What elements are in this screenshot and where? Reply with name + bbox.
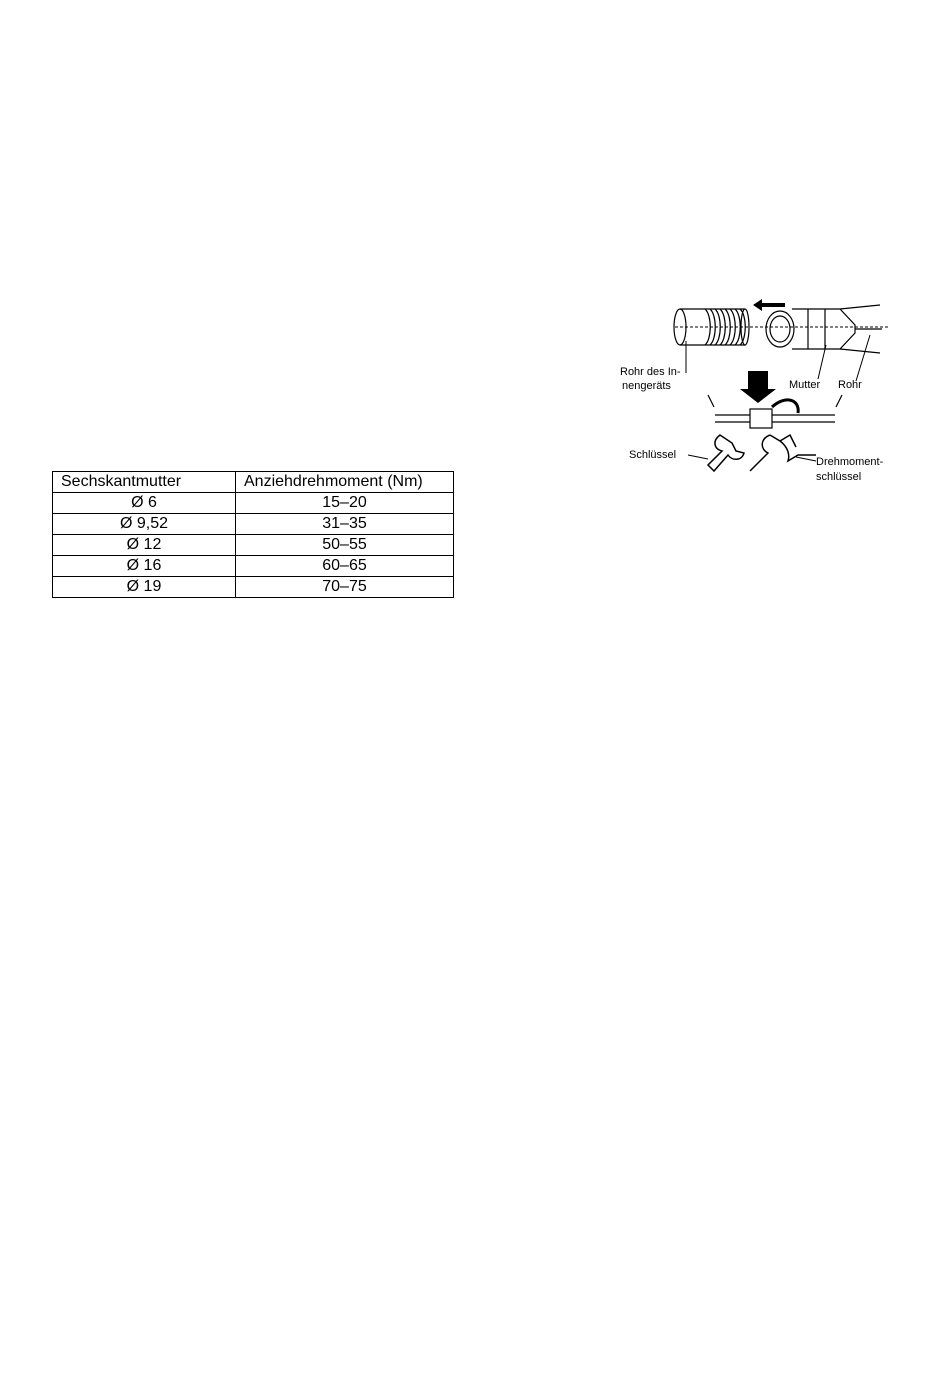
label-nut: Mutter	[789, 379, 821, 391]
cell-nut: Ø 12	[53, 535, 236, 556]
torque-wrench-icon	[750, 435, 816, 471]
cell-nut: Ø 6	[53, 493, 236, 514]
label-indoor-pipe-2: nengeräts	[622, 380, 671, 392]
table-row	[53, 556, 454, 577]
pipe-connection-figure	[620, 295, 910, 495]
nut-and-pipe-drawing	[766, 305, 882, 353]
cell-nut: Ø 9,52	[53, 514, 236, 535]
arrow-left-icon	[753, 299, 785, 311]
cell-torque: 50–55	[236, 535, 454, 556]
header-torque: Anziehdrehmoment (Nm)	[236, 472, 454, 493]
label-indoor-pipe-1: Rohr des In-	[620, 366, 681, 378]
wrench-icon	[708, 435, 744, 471]
arrow-down-icon	[740, 371, 776, 403]
cell-torque: 60–65	[236, 556, 454, 577]
header-hex-nut: Sechskantmutter	[53, 472, 236, 493]
table-row	[53, 514, 454, 535]
table-header-row	[53, 472, 454, 493]
table-row	[53, 577, 454, 598]
label-wrench: Schlüssel	[629, 449, 677, 461]
cell-torque: 31–35	[236, 514, 454, 535]
torque-table	[52, 471, 454, 598]
label-pipe: Rohr	[838, 379, 862, 391]
table-row	[53, 493, 454, 514]
cell-torque: 70–75	[236, 577, 454, 598]
label-torque-wrench-2: schlüssel	[816, 471, 862, 483]
cell-nut: Ø 16	[53, 556, 236, 577]
cell-torque: 15–20	[236, 493, 454, 514]
label-torque-wrench-1: Drehmoment-	[816, 456, 884, 468]
cell-nut: Ø 19	[53, 577, 236, 598]
joined-pipe-drawing	[708, 395, 842, 428]
table-row	[53, 535, 454, 556]
